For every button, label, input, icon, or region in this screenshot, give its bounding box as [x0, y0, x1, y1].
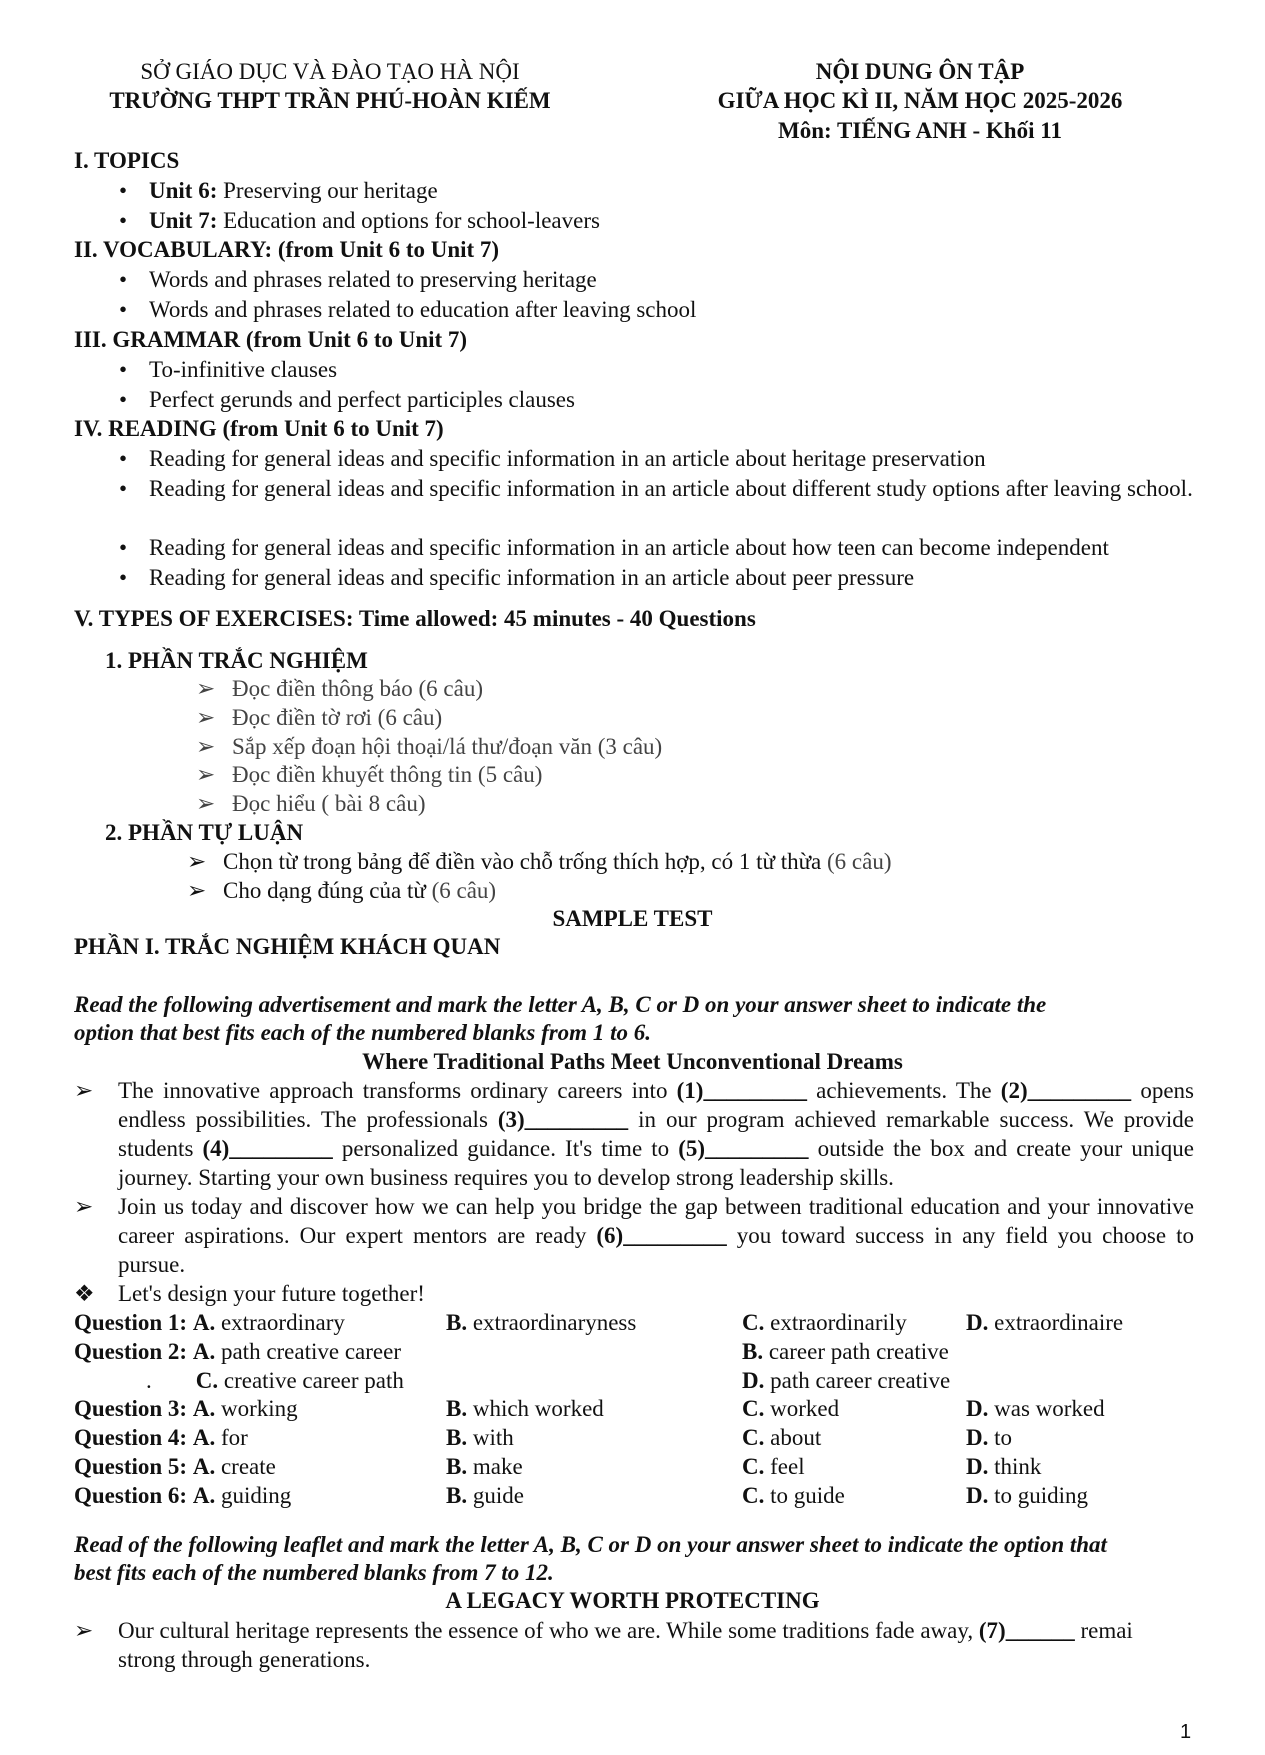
option-letter: C.: [742, 1454, 765, 1479]
blank-6: (6)_________: [596, 1223, 727, 1248]
question-1-option-c: [742, 1308, 907, 1337]
option-d: path career creative: [770, 1368, 951, 1393]
option-letter: B.: [446, 1396, 468, 1421]
grammar-item-2: • Perfect gerunds and perfect participles clauses: [149, 385, 575, 414]
diamond-bullet-icon: ❖: [74, 1281, 95, 1306]
vocabulary-item-1: • Words and phrases related to preserving heritage: [149, 265, 597, 294]
option-letter: B.: [446, 1454, 468, 1479]
option-letter: C.: [742, 1425, 765, 1450]
part1-item-text: Đọc điền khuyết thông tin (5 câu): [232, 762, 543, 787]
option-b: extraordinaryness: [472, 1310, 637, 1335]
instruction-1-line2: option that best fits each of the numbered blanks from 1 to 6.: [74, 1020, 651, 1045]
option-letter: B.: [742, 1339, 764, 1364]
option-letter: A.: [192, 1396, 216, 1421]
question-5-option-c: [742, 1452, 805, 1481]
topic-item-text: Education and options for school-leavers: [217, 208, 600, 233]
part-i-heading: PHẦN I. TRẮC NGHIỆM KHÁCH QUAN: [74, 934, 501, 959]
part1-item-text: Đọc hiểu ( bài 8 câu): [232, 791, 426, 816]
question-3-option-b: [446, 1394, 604, 1423]
question-2-option-d: [742, 1366, 950, 1395]
topic-item-label: Unit 7:: [149, 208, 218, 233]
blank-2: (2)_________: [1000, 1078, 1132, 1103]
option-c: worked: [770, 1396, 840, 1421]
blank-7: (7)______: [978, 1618, 1075, 1643]
option-d: to guiding: [994, 1483, 1089, 1508]
ad-text: personalized guidance. It's time to: [332, 1136, 679, 1161]
option-letter: C.: [742, 1483, 765, 1508]
topic-item-1: [149, 176, 438, 205]
option-b: career path creative: [768, 1339, 949, 1364]
blank-4: (4)_________: [202, 1136, 333, 1161]
leaflet-paragraph-1-line2: strong through generations.: [118, 1647, 371, 1672]
option-letter: D.: [742, 1368, 765, 1393]
question-1-option-b: [446, 1308, 636, 1337]
ad-paragraph-2: [74, 1192, 1194, 1279]
arrow-bullet-icon: ➢: [196, 762, 216, 787]
part1-item-2: [196, 703, 443, 732]
part1-item-3: [196, 732, 663, 761]
part2-heading: 2. PHẦN TỰ LUẬN: [105, 820, 304, 845]
grammar-heading: III. GRAMMAR (from Unit 6 to Unit 7): [74, 327, 468, 352]
question-6-option-d: [966, 1481, 1088, 1510]
topic-item-text: Preserving our heritage: [217, 178, 438, 203]
part2-item-text: Cho dạng đúng của từ: [223, 878, 426, 903]
grammar-item-1: • To-infinitive clauses: [149, 355, 337, 384]
question-4-option-c: [742, 1423, 821, 1452]
question-label: Question 3:: [74, 1396, 188, 1421]
question-label: Question 5:: [74, 1454, 188, 1479]
part2-item-note: (6 câu): [821, 849, 892, 874]
advertisement-title: Where Traditional Paths Meet Unconventional Dreams: [362, 1049, 903, 1074]
leaflet-paragraph-1-line1: [74, 1616, 1228, 1645]
instruction-2-line1: Read of the following leaflet and mark the letter A, B, C or D on your answer sheet to indicate the option that: [74, 1532, 1107, 1557]
option-letter: D.: [966, 1454, 989, 1479]
ad-text: outside the box and create your unique journey. Starting your own business requires you to develop strong leadership skills.: [118, 1136, 1195, 1190]
option-a: path creative career: [220, 1339, 401, 1364]
ad-text: The innovative approach transforms ordinary careers into: [118, 1078, 677, 1103]
ad-text: you toward success in any field you choose to pursue.: [118, 1223, 1194, 1277]
question-1: [74, 1308, 345, 1337]
option-a: guiding: [220, 1483, 292, 1508]
option-d: to: [994, 1425, 1013, 1450]
question-5: [74, 1452, 276, 1481]
option-d: was worked: [994, 1396, 1105, 1421]
option-b: make: [472, 1454, 523, 1479]
option-b: which worked: [472, 1396, 604, 1421]
reading-item-4: • Reading for general ideas and specific information in an article about peer pressure: [149, 563, 914, 592]
question-3-option-c: [742, 1394, 839, 1423]
header-right-line2: GIỮA HỌC KÌ II, NĂM HỌC 2025-2026: [717, 88, 1123, 113]
ad-text: Join us today and discover how we can help you bridge the gap between traditional education and your innovative career aspirations. Our expert mentors are ready: [118, 1194, 1194, 1248]
question-2-option-b: [742, 1337, 949, 1366]
reading-heading: IV. READING (from Unit 6 to Unit 7): [74, 416, 444, 441]
question-label: Question 4:: [74, 1425, 188, 1450]
part1-item-1: [196, 674, 484, 703]
question-4: [74, 1423, 248, 1452]
option-c: to guide: [770, 1483, 845, 1508]
arrow-bullet-icon: ➢: [74, 1618, 94, 1643]
question-4-option-b: [446, 1423, 514, 1452]
part2-item-1: [187, 847, 892, 876]
option-c: feel: [770, 1454, 805, 1479]
topic-item-label: Unit 6:: [149, 178, 218, 203]
option-letter: C.: [195, 1368, 219, 1393]
option-c: about: [770, 1425, 822, 1450]
arrow-bullet-icon: ➢: [196, 676, 216, 701]
instruction-2-line2: best fits each of the numbered blanks from 7 to 12.: [74, 1560, 554, 1585]
topic-item-2: [149, 206, 600, 235]
question-3: [74, 1394, 298, 1423]
option-letter: B.: [446, 1425, 468, 1450]
part1-item-text: Sắp xếp đoạn hội thoại/lá thư/đoạn văn (3 câu): [232, 734, 663, 759]
sample-test-title: SAMPLE TEST: [552, 906, 713, 931]
leaflet-title: A LEGACY WORTH PROTECTING: [445, 1588, 820, 1613]
vocabulary-heading: II. VOCABULARY: (from Unit 6 to Unit 7): [74, 237, 500, 262]
option-a: for: [220, 1425, 248, 1450]
ad-text: opens endless possibilities. The professionals: [118, 1078, 1194, 1132]
option-letter: C.: [742, 1310, 765, 1335]
arrow-bullet-icon: ➢: [74, 1194, 94, 1219]
option-letter: D.: [966, 1396, 989, 1421]
part1-item-5: [196, 789, 426, 818]
option-a: create: [220, 1454, 276, 1479]
question-3-option-d: [966, 1394, 1105, 1423]
question-5-option-d: [966, 1452, 1041, 1481]
question-2: [74, 1337, 401, 1366]
part2-item-2: [187, 876, 497, 905]
question-1-option-d: [966, 1308, 1123, 1337]
option-letter: D.: [966, 1425, 989, 1450]
part1-heading: 1. PHẦN TRẮC NGHIỆM: [105, 648, 368, 673]
option-letter: A.: [192, 1483, 216, 1508]
leaflet-text: Our cultural heritage represents the essence of who we are. While some traditions fade away,: [118, 1618, 979, 1643]
part2-item-text: Chọn từ trong bảng để điền vào chỗ trống thích hợp, có 1 từ thừa: [223, 849, 822, 874]
reading-item-1: • Reading for general ideas and specific information in an article about heritage preservation: [149, 444, 986, 473]
option-letter: B.: [446, 1310, 468, 1335]
option-b: with: [472, 1425, 514, 1450]
arrow-bullet-icon: ➢: [187, 849, 207, 874]
question-6-option-c: [742, 1481, 845, 1510]
option-letter: B.: [446, 1483, 468, 1508]
question-4-option-d: [966, 1423, 1012, 1452]
part1-item-text: Đọc điền tờ rơi (6 câu): [232, 705, 443, 730]
part2-item-note: (6 câu): [425, 878, 497, 903]
question-label: Question 2:: [74, 1339, 188, 1364]
part1-item-text: Đọc điền thông báo (6 câu): [232, 676, 484, 701]
option-c: creative career path: [223, 1368, 404, 1393]
question-6: [74, 1481, 291, 1510]
option-letter: D.: [966, 1483, 989, 1508]
ad-text: in our program achieved remarkable success. We provide students: [118, 1107, 1194, 1161]
leaflet-text: remai: [1074, 1618, 1133, 1643]
option-b: guide: [472, 1483, 524, 1508]
option-a: extraordinary: [220, 1310, 345, 1335]
reading-item-3: • Reading for general ideas and specific information in an article about how teen can become independent: [149, 533, 1109, 562]
option-d: extraordinaire: [994, 1310, 1124, 1335]
arrow-bullet-icon: ➢: [74, 1078, 94, 1103]
ad-paragraph-3: [74, 1279, 425, 1308]
exercises-heading: V. TYPES OF EXERCISES: Time allowed: 45 minutes - 40 Questions: [74, 606, 756, 631]
blank-5: (5)_________: [678, 1136, 809, 1161]
option-a: working: [220, 1396, 298, 1421]
option-c: extraordinarily: [770, 1310, 907, 1335]
option-letter: A.: [192, 1310, 216, 1335]
question-label: Question 6:: [74, 1483, 188, 1508]
ad-paragraph-1: [74, 1076, 1195, 1192]
option-letter: A.: [192, 1425, 216, 1450]
question-6-option-b: [446, 1481, 524, 1510]
option-letter: A.: [192, 1339, 216, 1364]
option-letter: A.: [192, 1454, 216, 1479]
page-number: 1: [1180, 1721, 1192, 1743]
option-letter: D.: [966, 1310, 989, 1335]
header-right-line3: Môn: TIẾNG ANH - Khối 11: [778, 118, 1062, 143]
arrow-bullet-icon: ➢: [196, 705, 216, 730]
part1-item-4: [196, 760, 543, 789]
arrow-bullet-icon: ➢: [187, 878, 207, 903]
arrow-bullet-icon: ➢: [196, 791, 216, 816]
header-right-line1: NỘI DUNG ÔN TẬP: [815, 59, 1025, 84]
option-letter: C.: [742, 1396, 765, 1421]
blank-1: (1)_________: [676, 1078, 807, 1103]
topics-heading: I. TOPICS: [74, 148, 180, 173]
header-left-line2: TRƯỜNG THPT TRẦN PHÚ-HOÀN KIẾM: [109, 88, 551, 113]
arrow-bullet-icon: ➢: [196, 734, 216, 759]
blank-3: (3)_________: [497, 1107, 629, 1132]
ad-text: achievements. The: [806, 1078, 1001, 1103]
vocabulary-item-2: • Words and phrases related to education after leaving school: [149, 295, 696, 324]
ad-text: Let's design your future together!: [118, 1281, 425, 1306]
instruction-1-line1: Read the following advertisement and mark the letter A, B, C or D on your answer sheet to indicate the: [74, 992, 1047, 1017]
question-label: Question 1:: [74, 1310, 188, 1335]
stray-dot: .: [146, 1368, 152, 1393]
question-5-option-b: [446, 1452, 523, 1481]
reading-item-2: • Reading for general ideas and specific information in an article about different study options after leaving school.: [149, 474, 1199, 503]
option-d: think: [994, 1454, 1042, 1479]
header-left-line1: SỞ GIÁO DỤC VÀ ĐÀO TẠO HÀ NỘI: [140, 59, 520, 84]
question-2-option-c: [146, 1366, 404, 1395]
